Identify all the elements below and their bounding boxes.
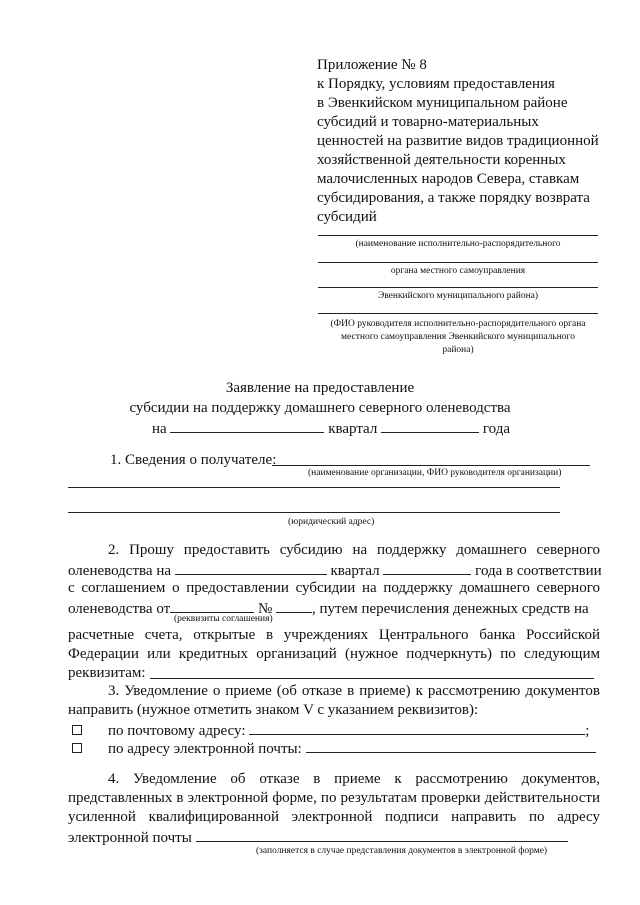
s3-line-2: направить (нужное отметить знаком V с указанием реквизитов): (68, 702, 479, 718)
addressee-line-3[interactable] (318, 287, 598, 288)
addressee-caption-4-l1: (ФИО руководителя исполнительно-распорядительного органа (330, 319, 586, 329)
post-option-end: ; (585, 723, 590, 739)
appendix-line: субсидирования, а также порядку возврата (317, 190, 590, 206)
s2-line-5: расчетные счета, открытые в учреждениях Центрального банка Российской (68, 627, 600, 643)
addressee-line-1[interactable] (318, 235, 598, 236)
recipient-name-field-2[interactable] (68, 487, 560, 488)
appendix-line: субсидий и товарно-материальных (317, 114, 539, 130)
addressee-caption-3: Эвенкийского муниципального района) (377, 291, 539, 301)
agreement-date-field[interactable] (170, 598, 254, 613)
addressee-line-4[interactable] (318, 313, 598, 314)
s2-l4-b: № (257, 601, 273, 617)
appendix-line: субсидий (317, 209, 377, 225)
s2-l2-a: оленеводства на (68, 563, 172, 579)
heading-year-label: года (482, 421, 510, 437)
appendix-line: хозяйственной деятельности коренных (317, 152, 566, 168)
appendix-line: малочисленных народов Севера, ставкам (317, 171, 580, 187)
recipient-label: 1. Сведения о получателе: (110, 452, 277, 468)
legal-address-caption: (юридический адрес) (288, 517, 375, 527)
heading-line-1: Заявление на предоставление (225, 380, 415, 396)
s2-line-4 (68, 598, 600, 619)
appendix-line: ценностей на развитие видов традиционной (317, 133, 599, 149)
post-checkbox[interactable] (72, 725, 82, 735)
addressee-caption-4-l3: района) (442, 345, 474, 355)
quarter-field[interactable] (170, 418, 324, 433)
addressee-caption-2: органа местного самоуправления (390, 266, 526, 276)
email-option (108, 738, 596, 759)
s4-line-1: 4. Уведомление об отказе в приеме к рассмотрению документов, (108, 771, 600, 787)
heading-line-3 (152, 418, 510, 439)
email-option-label: по адресу электронной почты: (108, 741, 302, 757)
requisites-field[interactable] (150, 678, 594, 679)
s4-email-field[interactable] (196, 827, 568, 842)
email-address-field[interactable] (306, 738, 596, 753)
s2-line-1: 2. Прошу предоставить субсидию на поддержку домашнего северного (108, 542, 600, 558)
s2-l4-c: , путем перечисления денежных средств на (312, 601, 589, 617)
s2-year-field[interactable] (383, 560, 471, 575)
year-field[interactable] (381, 418, 479, 433)
post-address-field[interactable] (249, 720, 585, 735)
post-option-label: по почтовому адресу: (108, 723, 246, 739)
appendix-title: Приложение № 8 (317, 57, 427, 73)
s4-line-2: представленных в электронной форме, по результатам проверки действительности (68, 790, 600, 806)
s2-line-3: с соглашением о предоставлении субсидии на поддержку домашнего северного (68, 580, 600, 596)
email-checkbox[interactable] (72, 743, 82, 753)
s2-l4-a: оленеводства от (68, 601, 171, 617)
s4-caption: (заполняется в случае представления документов в электронной форме) (256, 846, 548, 856)
s2-quarter-field[interactable] (175, 560, 327, 575)
s2-line-7: реквизитам: (68, 665, 146, 681)
legal-address-field[interactable] (68, 512, 560, 513)
heading-line-2: субсидии на поддержку домашнего северного оленеводства (129, 400, 511, 416)
addressee-caption-1: (наименование исполнительно-распорядительного (355, 239, 561, 249)
agreement-number-field[interactable] (276, 598, 312, 613)
addressee-line-2[interactable] (318, 262, 598, 263)
s4-line-3: усиленной квалифицированной электронной подписи направить по адресу (68, 809, 600, 825)
s2-l2-b: квартал (330, 563, 380, 579)
agreement-caption: (реквизиты соглашения) (174, 614, 273, 624)
s2-line-2 (68, 560, 600, 581)
s3-line-1: 3. Уведомление о приеме (об отказе в приеме) к рассмотрению документов (108, 683, 600, 699)
s2-l2-c: года в соответствии (475, 563, 602, 579)
appendix-line: к Порядку, условиям предоставления (317, 76, 555, 92)
appendix-line: в Эвенкийском муниципальном районе (317, 95, 568, 111)
addressee-caption-4-l2: местного самоуправления Эвенкийского муниципального (341, 332, 575, 342)
s2-line-6: Федерации или кредитных организаций (нужное подчеркнуть) по следующим (68, 646, 600, 662)
recipient-name-field[interactable] (272, 465, 590, 466)
heading-on-label: на (152, 421, 167, 437)
recipient-name-caption: (наименование организации, ФИО руководителя организации) (308, 468, 562, 478)
heading-quarter-label: квартал (328, 421, 378, 437)
s4-l4-label: электронной почты (68, 830, 192, 846)
